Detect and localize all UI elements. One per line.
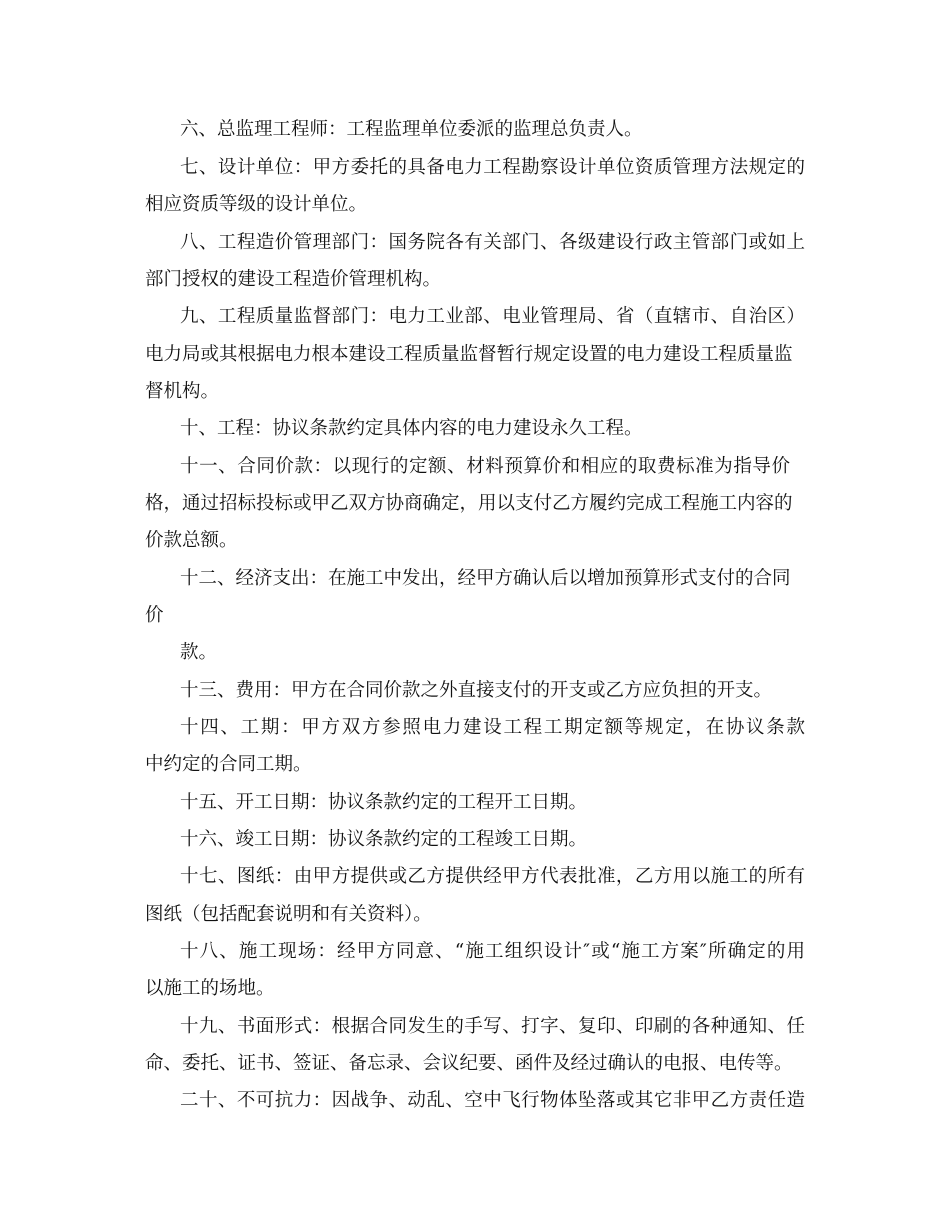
paragraph-12-line-3: 款。: [180, 642, 218, 663]
paragraph-18-line-2: 以施工的场地。: [145, 978, 275, 999]
paragraph-17-line-2: 图纸（包括配套说明和有关资料）。: [145, 904, 432, 925]
paragraph-11-line-3: 价款总额。: [145, 530, 238, 551]
paragraph-12-line-2: 价: [145, 605, 164, 626]
paragraph-8-line-2: 部门授权的建设工程造价管理机构。: [145, 269, 442, 290]
paragraph-8-line-1: 八、工程造价管理部门：国务院各有关部门、各级建设行政主管部门或如上: [180, 232, 805, 253]
paragraph-16-line-1: 十六、竣工日期：协议条款约定的工程竣工日期。: [180, 829, 588, 850]
paragraph-19-line-1: 十九、书面形式：根据合同发生的手写、打字、复印、印刷的各种通知、任: [180, 1016, 805, 1037]
paragraph-10-line-1: 十、工程：协议条款约定具体内容的电力建设永久工程。: [180, 418, 643, 439]
paragraph-17-line-1: 十七、图纸：由甲方提供或乙方提供经甲方代表批准，乙方用以施工的所有: [180, 866, 805, 887]
paragraph-13-line-1: 十三、费用：甲方在合同价款之外直接支付的开支或乙方应负担的开支。: [180, 680, 773, 701]
paragraph-7-line-1: 七、设计单位：甲方委托的具备电力工程勘察设计单位资质管理方法规定的: [180, 157, 805, 178]
paragraph-14-line-1: 十四、工期：甲方双方参照电力建设工程工期定额等规定，在协议条款: [180, 717, 805, 738]
paragraph-7-line-2: 相应资质等级的设计单位。: [145, 194, 368, 215]
paragraph-14-line-2: 中约定的合同工期。: [145, 754, 312, 775]
paragraph-18-line-1: 十八、施工现场：经甲方同意、“施工组织设计″或“施工方案″所确定的用: [180, 941, 805, 962]
paragraph-15-line-1: 十五、开工日期：协议条款约定的工程开工日期。: [180, 792, 588, 813]
paragraph-11-line-1: 十一、合同价款：以现行的定额、材料预算价和相应的取费标准为指导价: [180, 456, 790, 477]
paragraph-9-line-1: 九、工程质量监督部门：电力工业部、电业管理局、省（直辖市、自治区）: [180, 306, 805, 327]
paragraph-9-line-3: 督机构。: [145, 381, 220, 402]
paragraph-6-line-1: 六、总监理工程师：工程监理单位委派的监理总负责人。: [180, 119, 643, 140]
paragraph-19-line-2: 命、委托、证书、签证、备忘录、会议纪要、函件及经过确认的电报、电传等。: [145, 1053, 793, 1074]
paragraph-12-line-1: 十二、经济支出：在施工中发出，经甲方确认后以增加预算形式支付的合同: [180, 568, 791, 589]
paragraph-20-line-1: 二十、不可抗力：因战争、动乱、空中飞行物体坠落或其它非甲乙方责任造: [180, 1090, 805, 1111]
paragraph-9-line-2: 电力局或其根据电力根本建设工程质量监督暂行规定设置的电力建设工程质量监: [145, 344, 793, 365]
paragraph-11-line-2: 格，通过招标投标或甲乙双方协商确定，用以支付乙方履约完成工程施工内容的: [145, 493, 793, 514]
